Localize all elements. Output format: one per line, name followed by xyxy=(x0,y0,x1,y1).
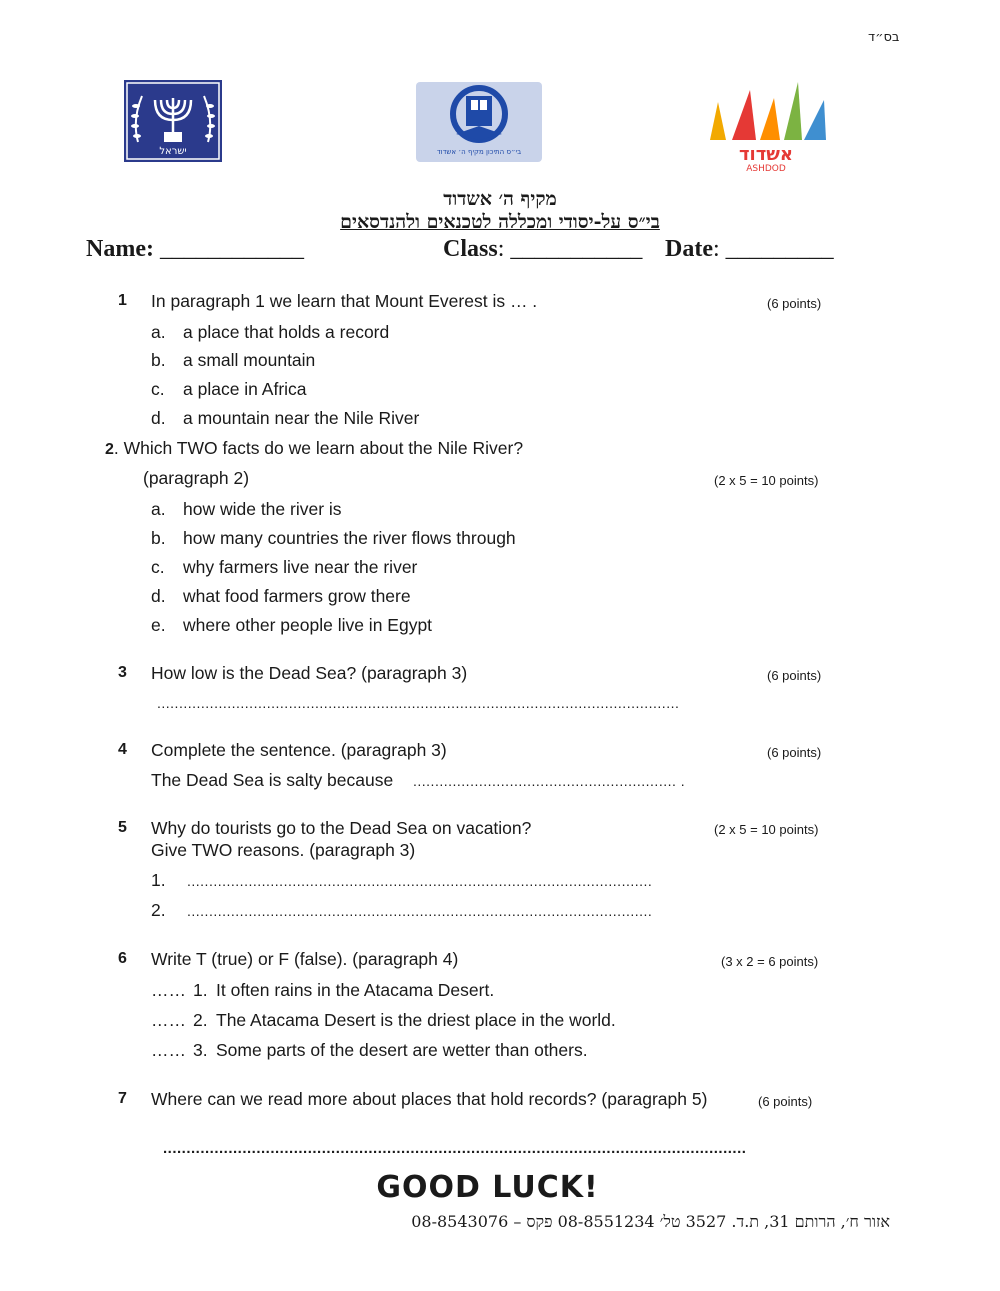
emblem-text: ישראל xyxy=(159,146,187,157)
q2-option-c-letter: c. xyxy=(151,557,165,577)
question-5-text: Why do tourists go to the Dead Sea on vacation? xyxy=(151,818,532,838)
class-field[interactable] xyxy=(443,236,642,263)
question-7-answer-line[interactable]: ............................................................................................................................. xyxy=(163,1140,747,1157)
q6-item-1-blank[interactable]: …… xyxy=(151,980,186,1000)
question-7-number: 7 xyxy=(118,1090,127,1107)
school-description: בי״ס על-יסודי ומכללה לטכנאים ולהנדסאים xyxy=(340,211,660,233)
q2-option-d[interactable]: what food farmers grow there xyxy=(183,586,411,606)
question-4-points: (6 points) xyxy=(767,745,822,760)
q2-option-c[interactable]: why farmers live near the river xyxy=(183,557,418,577)
name-line: ____________ xyxy=(159,236,304,262)
question-1-number: 1 xyxy=(118,292,127,309)
class-line: ___________ xyxy=(510,236,643,262)
q2-option-e[interactable]: where other people live in Egypt xyxy=(183,615,433,635)
q1-option-a[interactable]: a place that holds a record xyxy=(183,322,390,342)
school-logo-text: בי״ס התיכון מקיף ה׳ אשדוד xyxy=(436,148,522,156)
q6-item-3-blank[interactable]: …… xyxy=(151,1040,186,1060)
q6-item-1-number: 1. xyxy=(193,980,208,1000)
question-2-dot: . xyxy=(113,438,119,458)
date-label: Date xyxy=(665,236,713,262)
q2-option-a-letter: a. xyxy=(151,499,166,519)
q1-option-b-letter: b. xyxy=(151,350,166,370)
israel-emblem-logo xyxy=(124,80,222,162)
question-2-text: Which TWO facts do we learn about the Nile River? xyxy=(118,438,524,458)
school-logo xyxy=(416,82,542,162)
school-address-footer: אזור ח׳, הרותם 31, ת.ד. 3527 טל׳ 08-8551234 פקס – 08-8543076 xyxy=(411,1212,890,1231)
question-7-text: Where can we read more about places that hold records? (paragraph 5) xyxy=(151,1089,708,1109)
q6-item-3-text: Some parts of the desert are wetter than others. xyxy=(216,1040,588,1060)
question-6-points: (3 x 2 = 6 points) xyxy=(721,954,819,969)
q6-item-2-number: 2. xyxy=(193,1010,208,1030)
q6-item-2-text: The Atacama Desert is the driest place in the world. xyxy=(216,1010,616,1030)
question-4-number: 4 xyxy=(118,741,127,758)
question-1-points: (6 points) xyxy=(767,296,822,311)
name-field[interactable] xyxy=(86,236,304,263)
q2-option-b[interactable]: how many countries the river flows through xyxy=(183,528,516,548)
ashdod-logo-text: אשדוד xyxy=(738,144,794,165)
question-3-answer-line[interactable]: ....................................................................................................................... xyxy=(157,695,680,711)
q2-option-a[interactable]: how wide the river is xyxy=(183,499,342,519)
q6-item-1-text: It often rains in the Atacama Desert. xyxy=(216,980,495,1000)
q5-answer-2-number: 2. xyxy=(151,900,166,920)
q1-option-c-letter: c. xyxy=(151,379,165,399)
question-5-points: (2 x 5 = 10 points) xyxy=(714,822,819,837)
question-3-points: (6 points) xyxy=(767,668,822,683)
ashdod-city-logo xyxy=(704,80,828,174)
question-5-text-line2: Give TWO reasons. (paragraph 3) xyxy=(151,840,416,860)
name-label: Name: xyxy=(86,236,154,262)
date-field[interactable] xyxy=(665,236,834,263)
question-4-answer-line[interactable]: ............................................................ . xyxy=(413,773,686,789)
question-5-number: 5 xyxy=(118,819,127,836)
question-6-text: Write T (true) or F (false). (paragraph 4) xyxy=(151,949,459,969)
school-name: מקיף ה׳ אשדוד xyxy=(443,188,557,210)
q2-option-b-letter: b. xyxy=(151,528,166,548)
top-mark: בס״ד xyxy=(868,30,900,45)
question-7-points: (6 points) xyxy=(758,1094,813,1109)
question-2-subtext: (paragraph 2) xyxy=(143,468,250,488)
question-3-number: 3 xyxy=(118,664,127,681)
question-2-points: (2 x 5 = 10 points) xyxy=(714,473,819,488)
q5-answer-1-number: 1. xyxy=(151,870,166,890)
date-colon: : xyxy=(712,236,720,262)
q1-option-d-letter: d. xyxy=(151,408,166,428)
q1-option-b[interactable]: a small mountain xyxy=(183,350,316,370)
question-4-text: Complete the sentence. (paragraph 3) xyxy=(151,740,447,760)
q1-option-d[interactable]: a mountain near the Nile River xyxy=(183,408,420,428)
question-6-number: 6 xyxy=(118,950,127,967)
question-1-text: In paragraph 1 we learn that Mount Everest is … . xyxy=(151,291,538,311)
class-colon: : xyxy=(497,236,505,262)
q2-option-d-letter: d. xyxy=(151,586,166,606)
date-line: _________ xyxy=(725,236,834,262)
q5-answer-2-line[interactable]: .......................................................................................................... xyxy=(187,903,653,919)
question-3-text: How low is the Dead Sea? (paragraph 3) xyxy=(151,663,468,683)
question-2-number: 2 xyxy=(105,441,114,458)
q1-option-c[interactable]: a place in Africa xyxy=(183,379,307,399)
q6-item-2-blank[interactable]: …… xyxy=(151,1010,186,1030)
q2-option-e-letter: e. xyxy=(151,615,166,635)
good-luck-message: GOOD LUCK! xyxy=(376,1170,599,1205)
question-4-sentence: The Dead Sea is salty because xyxy=(151,770,394,790)
q5-answer-1-line[interactable]: .......................................................................................................... xyxy=(187,873,653,889)
class-label: Class xyxy=(443,236,498,262)
q6-item-3-number: 3. xyxy=(193,1040,208,1060)
question-2-heading xyxy=(105,438,523,459)
ashdod-logo-subtext: ASHDOD xyxy=(746,164,786,174)
q1-option-a-letter: a. xyxy=(151,322,166,342)
